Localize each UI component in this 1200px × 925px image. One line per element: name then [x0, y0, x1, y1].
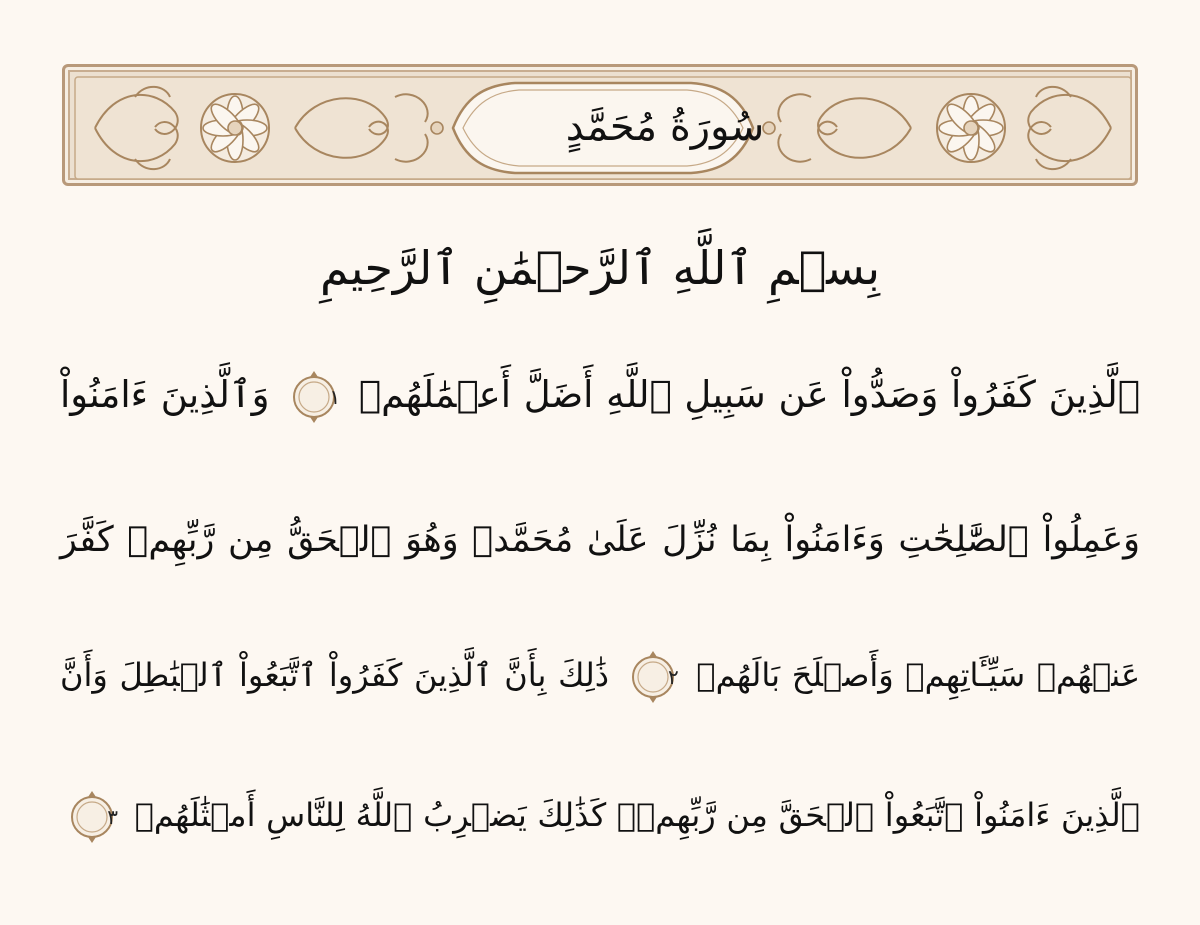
surah-header-frame: [62, 64, 1138, 186]
ayah-end-marker-icon: [288, 369, 340, 425]
verse-text: ذَٰلِكَ بِأَنَّ ٱلَّذِينَ كَفَرُواْ ٱتَّبَعُواْ ٱلۡبَٰطِلَ وَأَنَّ: [60, 656, 610, 694]
verse-line: [60, 490, 1140, 590]
ayah-number: ٢: [667, 665, 679, 689]
verse-text: ٱلَّذِينَ كَفَرُواْ وَصَدُّواْ عَن سَبِيلِ ٱللَّهِ أَضَلَّ أَعۡمَٰلَهُمۡ: [358, 373, 1140, 416]
verse-text: وَعَمِلُواْ ٱلصَّٰلِحَٰتِ وَءَامَنُواْ بِمَا نُزِّلَ عَلَىٰ مُحَمَّدٖ وَهُوَ ٱلۡحَقُّ مِن رَّبِّهِمۡ كَفَّرَ: [60, 520, 1140, 560]
verse-line: [60, 765, 1140, 865]
flower-rosette-icon: [201, 94, 269, 162]
ayah-number: ١: [329, 384, 341, 409]
verse-text: وَٱلَّذِينَ ءَامَنُواْ: [60, 373, 270, 416]
basmala: بِسۡمِ ٱللَّهِ ٱلرَّحۡمَٰنِ ٱلرَّحِيمِ: [319, 241, 881, 295]
verse-text: ٱلَّذِينَ ءَامَنُواْ ٱتَّبَعُواْ ٱلۡحَقَّ مِن رَّبِّهِمۡۚ كَذَٰلِكَ يَضۡرِبُ ٱللَّهُ لِلنَّاسِ أَمۡثَٰلَهُمۡ: [134, 796, 1141, 834]
ayah-end-marker-icon: [627, 649, 679, 705]
ayah-end-marker-icon: [66, 789, 118, 845]
verse-line: [60, 625, 1140, 725]
verse-line: [60, 345, 1140, 445]
flower-rosette-icon: [937, 94, 1005, 162]
ayah-number: ٣: [107, 805, 118, 829]
surah-title: سُورَةُ مُحَمَّدٍ: [565, 104, 765, 150]
verse-text: عَنۡهُمۡ سَيِّـَٔاتِهِمۡ وَأَصۡلَحَ بَالَهُمۡ: [696, 656, 1141, 694]
